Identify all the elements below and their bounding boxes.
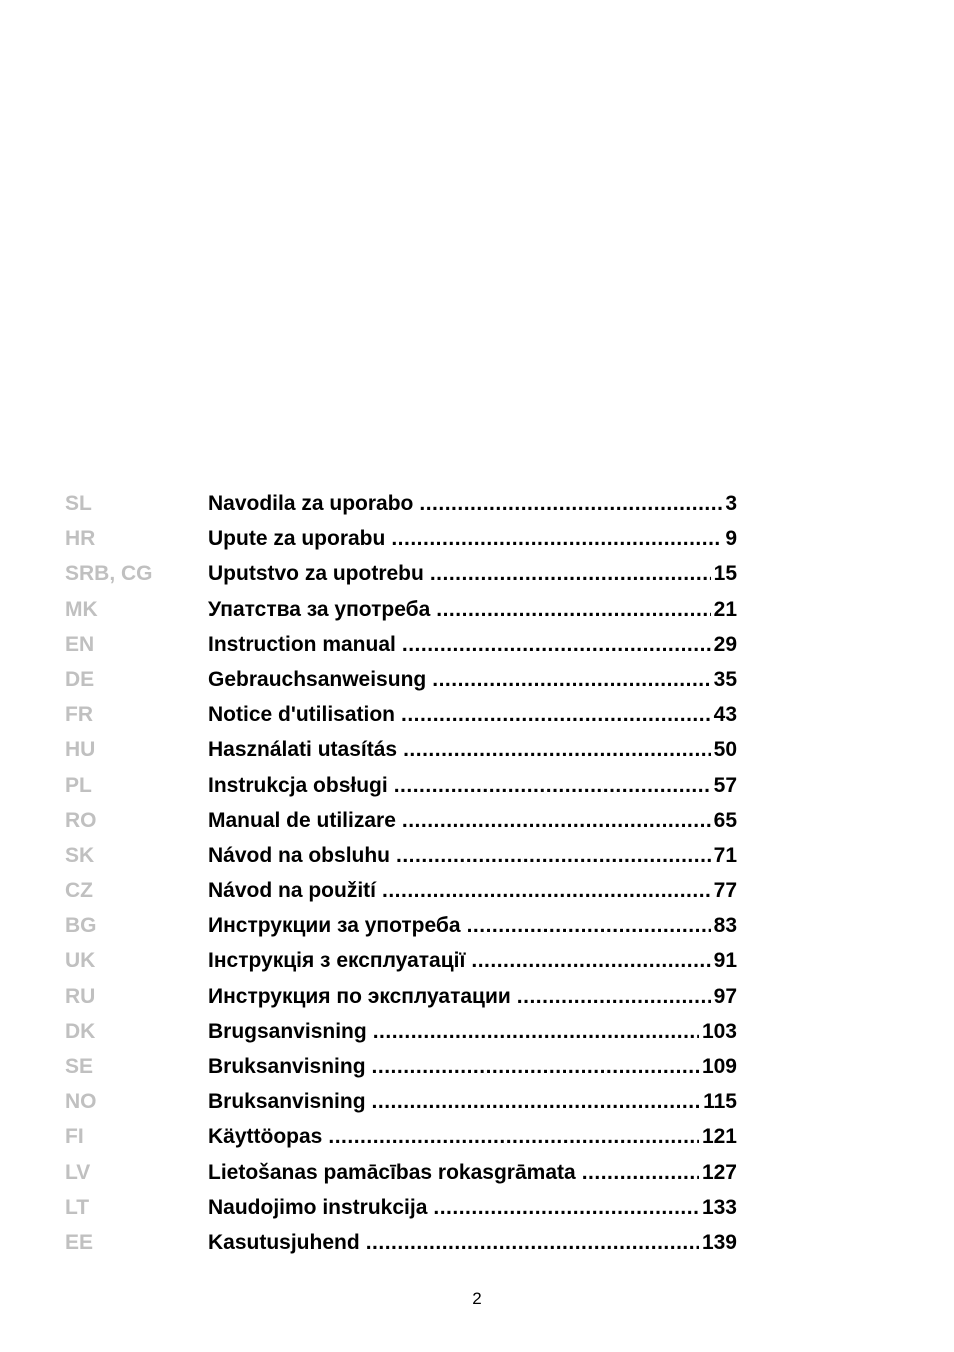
toc-entry xyxy=(208,879,737,903)
dot-leader xyxy=(471,949,710,973)
dot-leader xyxy=(372,1055,699,1079)
page-reference: 127 xyxy=(701,1160,737,1184)
toc-row-de[interactable] xyxy=(0,663,954,698)
page-reference: 35 xyxy=(713,667,737,691)
page-reference: 21 xyxy=(713,597,737,621)
dot-leader xyxy=(403,738,711,762)
toc-row-lv[interactable] xyxy=(0,1156,954,1191)
manual-title: Инструкция по эксплуатации xyxy=(208,984,511,1008)
manual-title: Gebrauchsanweisung xyxy=(208,667,427,691)
language-code: DK xyxy=(65,1019,96,1043)
manual-title: Bruksanvisning xyxy=(208,1055,366,1078)
language-code: CZ xyxy=(65,879,93,903)
manual-title: Інструкція з експлуатації xyxy=(208,949,466,973)
page-number: 2 xyxy=(472,1289,482,1308)
page-reference: 139 xyxy=(701,1230,737,1254)
toc-row-sl[interactable] xyxy=(0,487,954,522)
page-reference: 109 xyxy=(701,1055,737,1078)
toc-entry xyxy=(208,527,737,551)
toc-row-no[interactable] xyxy=(0,1085,954,1120)
page-reference: 97 xyxy=(713,984,737,1008)
page-reference: 43 xyxy=(713,703,737,727)
toc-entry xyxy=(208,1125,737,1149)
manual-title: Návod na obsluhu xyxy=(208,843,391,867)
toc-entry xyxy=(208,492,737,516)
page-reference: 15 xyxy=(713,562,737,586)
dot-leader xyxy=(432,668,710,692)
language-code: EE xyxy=(65,1230,94,1254)
dot-leader xyxy=(328,1125,699,1149)
toc-entry xyxy=(208,668,737,692)
language-code: LT xyxy=(65,1195,90,1219)
toc-row-hu[interactable] xyxy=(0,733,954,768)
page-reference: 91 xyxy=(713,949,737,973)
language-code: FR xyxy=(65,703,93,727)
manual-title: Инструкции за употреба xyxy=(208,914,461,938)
toc-entry xyxy=(208,1161,737,1185)
page-reference: 57 xyxy=(713,773,737,797)
manual-title: Упатства за употреба xyxy=(208,597,431,621)
manual-title: Naudojimo instrukcija xyxy=(208,1195,428,1219)
toc-row-pl[interactable] xyxy=(0,769,954,804)
toc-entry xyxy=(208,914,737,938)
toc-entry xyxy=(208,1196,737,1220)
toc-row-se[interactable] xyxy=(0,1050,954,1085)
page-reference: 115 xyxy=(703,1090,737,1114)
toc-row-cz[interactable] xyxy=(0,874,954,909)
page-reference: 29 xyxy=(713,632,737,656)
manual-title: Kasutusjuhend xyxy=(208,1230,360,1254)
dot-leader xyxy=(382,879,711,903)
manual-title: Brugsanvisning xyxy=(208,1019,367,1043)
toc-entry xyxy=(208,598,737,622)
manual-title: Návod na použití xyxy=(208,879,376,903)
manual-title: Notice d'utilisation xyxy=(208,703,396,727)
toc-entry xyxy=(208,1231,737,1255)
toc-entry xyxy=(208,703,737,727)
toc-row-dk[interactable] xyxy=(0,1015,954,1050)
language-code: HR xyxy=(65,527,96,551)
page-reference: 103 xyxy=(701,1019,737,1043)
dot-leader xyxy=(436,598,710,622)
dot-leader xyxy=(366,1231,699,1255)
language-code: SRB, CG xyxy=(65,562,153,586)
dot-leader xyxy=(396,844,711,868)
toc-row-fr[interactable] xyxy=(0,698,954,733)
toc-entry xyxy=(208,949,737,973)
dot-leader xyxy=(582,1161,699,1185)
dot-leader xyxy=(373,1020,699,1044)
language-code: SK xyxy=(65,843,95,867)
manual-title: Instruction manual xyxy=(208,632,396,656)
language-code: UK xyxy=(65,949,96,973)
page-reference: 9 xyxy=(725,527,737,551)
language-code: NO xyxy=(65,1090,97,1114)
toc-entry xyxy=(208,809,737,833)
toc-row-ru[interactable] xyxy=(0,980,954,1015)
language-code: RU xyxy=(65,984,96,1008)
manual-title: Manual de utilizare xyxy=(208,808,396,832)
page-reference: 65 xyxy=(713,808,737,832)
page-reference: 121 xyxy=(701,1125,737,1149)
toc-entry xyxy=(208,562,737,586)
toc-entry xyxy=(208,1055,737,1079)
dot-leader xyxy=(372,1090,701,1114)
page-reference: 83 xyxy=(713,914,737,938)
toc-row-en[interactable] xyxy=(0,628,954,663)
language-code: RO xyxy=(65,808,97,832)
manual-title: Lietošanas pamācības rokasgrāmata xyxy=(208,1160,576,1184)
toc-row-srb-cg[interactable] xyxy=(0,557,954,592)
dot-leader xyxy=(391,527,722,551)
dot-leader xyxy=(402,633,711,657)
toc-row-ro[interactable] xyxy=(0,804,954,839)
toc-row-ee[interactable] xyxy=(0,1226,954,1261)
toc-entry xyxy=(208,633,737,657)
toc-entry xyxy=(208,774,737,798)
toc-entry xyxy=(208,844,737,868)
language-code: FI xyxy=(65,1125,84,1149)
dot-leader xyxy=(419,492,722,516)
dot-leader xyxy=(517,985,711,1009)
toc-row-uk[interactable] xyxy=(0,944,954,979)
manual-title: Használati utasítás xyxy=(208,738,398,762)
page-reference: 133 xyxy=(701,1195,737,1219)
toc-row-hr[interactable] xyxy=(0,522,954,557)
language-code: SE xyxy=(65,1055,94,1078)
dot-leader xyxy=(430,562,711,586)
dot-leader xyxy=(433,1196,699,1220)
toc-row-lt[interactable] xyxy=(0,1191,954,1226)
language-code: BG xyxy=(65,914,97,938)
dot-leader xyxy=(402,809,711,833)
manual-title: Käyttöopas xyxy=(208,1125,323,1149)
page-reference: 3 xyxy=(725,492,737,515)
dot-leader xyxy=(401,703,711,727)
language-code: EN xyxy=(65,632,95,656)
toc-row-fi[interactable] xyxy=(0,1120,954,1155)
language-code: DE xyxy=(65,667,95,691)
table-of-contents xyxy=(0,487,954,1261)
manual-title: Uputstvo za upotrebu xyxy=(208,562,424,586)
manual-title: Navodila za uporabo xyxy=(208,492,414,515)
language-code: HU xyxy=(65,738,96,762)
dot-leader xyxy=(394,774,711,798)
manual-title: Upute za uporabu xyxy=(208,527,386,551)
page-reference: 50 xyxy=(713,738,737,762)
language-code: LV xyxy=(65,1160,91,1184)
toc-entry xyxy=(208,985,737,1009)
language-code: SL xyxy=(65,492,92,515)
language-code: MK xyxy=(65,597,98,621)
toc-entry xyxy=(208,738,737,762)
toc-row-sk[interactable] xyxy=(0,839,954,874)
page-reference: 71 xyxy=(713,843,737,867)
toc-entry xyxy=(208,1090,737,1114)
toc-entry xyxy=(208,1020,737,1044)
toc-row-mk[interactable] xyxy=(0,593,954,628)
page-reference: 77 xyxy=(713,879,737,903)
manual-title: Bruksanvisning xyxy=(208,1090,366,1114)
dot-leader xyxy=(467,914,711,938)
language-code: PL xyxy=(65,773,92,797)
toc-row-bg[interactable] xyxy=(0,909,954,944)
manual-title: Instrukcja obsługi xyxy=(208,773,388,797)
